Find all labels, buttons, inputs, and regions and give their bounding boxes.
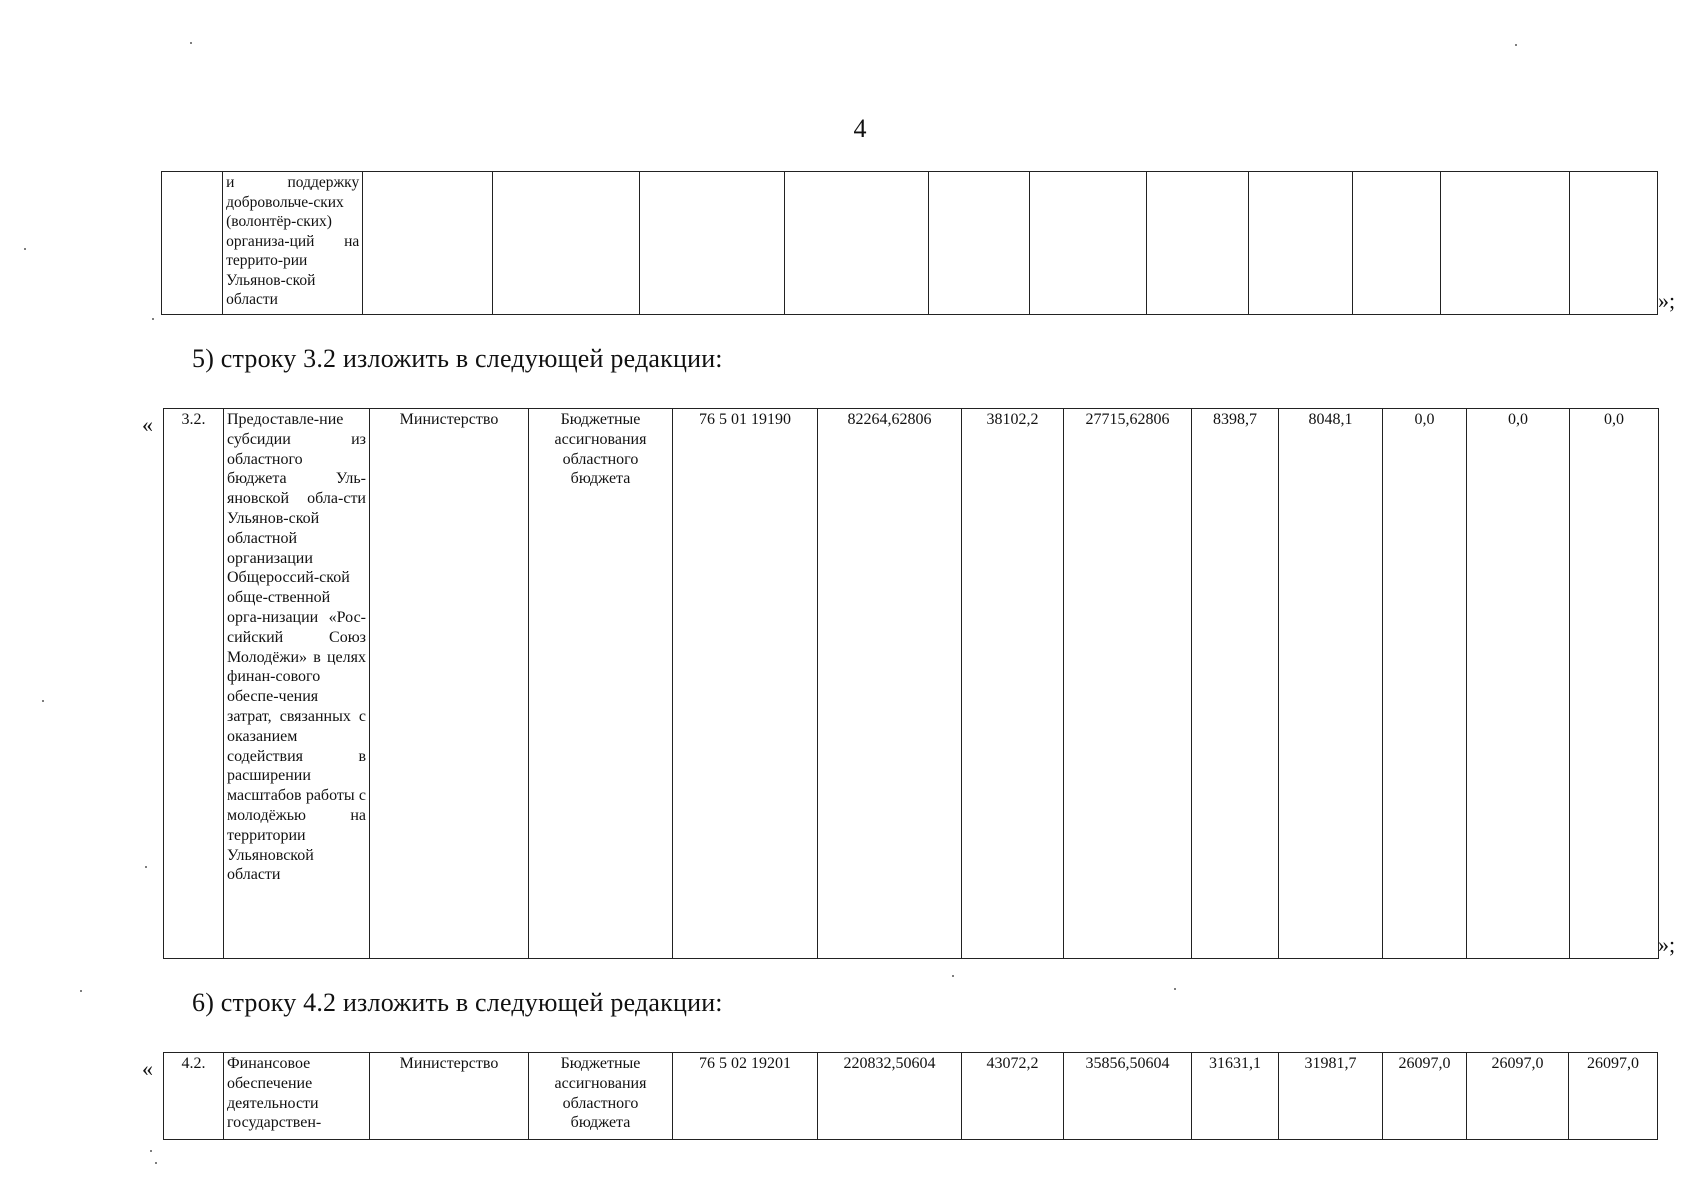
cell-value <box>1440 172 1569 315</box>
closing-quote-mark: »; <box>1658 288 1676 313</box>
cell-executor: Министерство <box>370 409 529 959</box>
scan-speck <box>80 990 82 992</box>
cell-executor <box>363 172 493 315</box>
cell-value: 31981,7 <box>1279 1053 1383 1140</box>
cell-value: 26097,0 <box>1383 1053 1467 1140</box>
cell-source: Бюджетные ассигнования областного бюджета <box>529 409 673 959</box>
cell-source <box>493 172 639 315</box>
cell-description: Финансовое обеспечение деятельности государствен- <box>224 1053 370 1140</box>
scan-speck <box>152 318 154 320</box>
cell-value: 0,0 <box>1467 409 1570 959</box>
closing-quote-mark: »; <box>1658 932 1676 957</box>
scan-speck <box>1515 44 1517 46</box>
cell-value: 27715,62806 <box>1064 409 1192 959</box>
cell-value: 0,0 <box>1383 409 1467 959</box>
cell-value <box>1352 172 1440 315</box>
cell-code: 76 5 01 19190 <box>673 409 818 959</box>
cell-source: Бюджетные ассигнования областного бюджета <box>529 1053 673 1140</box>
cell-value: 82264,62806 <box>818 409 962 959</box>
page-number: 4 <box>853 114 867 143</box>
scan-speck <box>190 42 192 44</box>
cell-number <box>162 172 223 315</box>
cell-value: 0,0 <box>1570 409 1659 959</box>
cell-number: 3.2. <box>164 409 224 959</box>
caption-row-3-2: 5) строку 3.2 изложить в следующей редакции: <box>192 344 723 373</box>
cell-value <box>1569 172 1657 315</box>
scan-speck <box>1174 988 1176 990</box>
cell-executor: Министерство <box>370 1053 529 1140</box>
cell-value <box>1249 172 1352 315</box>
cell-description: и поддержку добровольче-ских (волонтёр-ских) организа-ций на террито-рии Ульянов-ской области <box>223 172 363 315</box>
cell-value <box>928 172 1029 315</box>
cell-value: 8048,1 <box>1279 409 1383 959</box>
cell-description: Предоставле-ние субсидии из областного бюджета Уль-яновской обла-сти Ульянов-ской областной организации Общероссий-ской обще-ственной орга-низации «Рос-сийский Союз Молодёжи» в целях финан-сового обеспе-чения затрат, связанных с оказанием содействия в расширении масштабов работы с молодёжью на территории Ульяновской области <box>224 409 370 959</box>
caption-row-4-2: 6) строку 4.2 изложить в следующей редакции: <box>192 988 723 1017</box>
cell-code: 76 5 02 19201 <box>673 1053 818 1140</box>
scan-speck <box>150 1150 152 1152</box>
cell-value: 43072,2 <box>962 1053 1064 1140</box>
cell-value <box>1030 172 1147 315</box>
cell-value: 35856,50604 <box>1064 1053 1192 1140</box>
scan-speck <box>952 975 954 977</box>
cell-code <box>639 172 784 315</box>
table-continuation <box>161 171 1658 315</box>
opening-quote-mark: « <box>142 412 153 437</box>
table-row-4-2 <box>163 1052 1658 1140</box>
cell-value: 38102,2 <box>962 409 1064 959</box>
cell-number: 4.2. <box>164 1053 224 1140</box>
scan-speck <box>145 866 147 868</box>
cell-value: 8398,7 <box>1192 409 1279 959</box>
cell-value <box>784 172 928 315</box>
cell-value: 31631,1 <box>1192 1053 1279 1140</box>
cell-value: 26097,0 <box>1467 1053 1569 1140</box>
cell-value <box>1147 172 1249 315</box>
scan-speck <box>42 700 44 702</box>
opening-quote-mark: « <box>142 1056 153 1081</box>
scan-speck <box>155 1162 157 1164</box>
table-row-3-2 <box>163 408 1659 959</box>
scan-speck <box>24 248 26 250</box>
cell-value: 220832,50604 <box>818 1053 962 1140</box>
cell-value: 26097,0 <box>1569 1053 1658 1140</box>
